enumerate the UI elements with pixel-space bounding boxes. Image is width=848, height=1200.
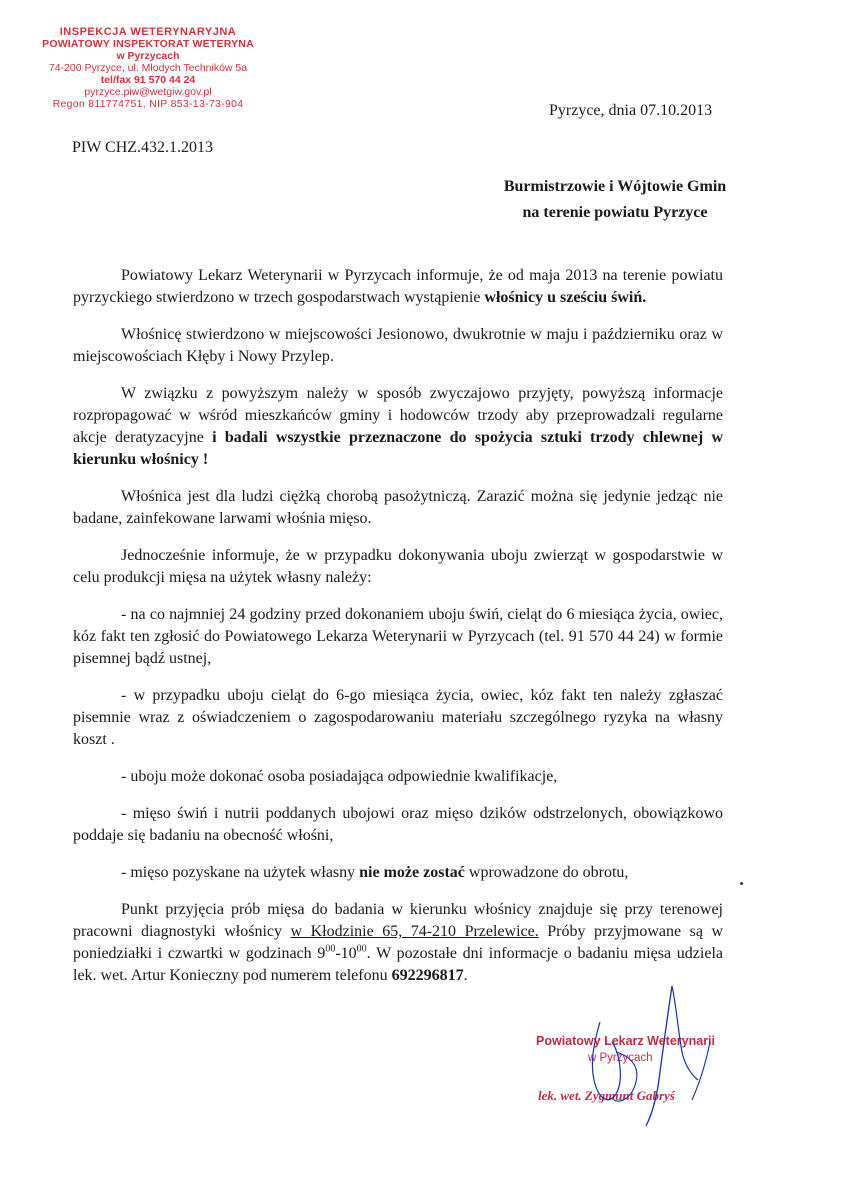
paragraph: - w przypadku uboju cieląt do 6-go miesiąca życia, owiec, kóz fakt ten należy zgłaszać pisemnie wraz z oświadczeniem o zagospodarowaniu materiału szczególnego ryzyka na własny koszt .	[73, 687, 723, 748]
stamp-line: INSPEKCJA WETERYNARYJNA	[59, 26, 237, 38]
place-date: Pyrzyce, dnia 07.10.2013	[549, 102, 713, 119]
underlined-address: w Kłodzinie 65, 74-210 Przelewice.	[290, 923, 539, 940]
paragraph: Włośnica jest dla ludzi ciężką chorobą pasożytniczą. Zarazić można się jedynie jedząc nie badane, zainfekowane larwami włośnia mięso.	[73, 488, 723, 527]
signature-location: w Pyrzycach	[588, 1052, 653, 1064]
paragraph	[73, 862, 723, 884]
text: W związku z powyższym należy w sposób zwyczajowo przyjęty, powyższą informacje rozpropagować w wśród mieszkańców gminy i hodowców trzody aby przeprowadzali regularne akcje deratyzacyjne	[73, 385, 723, 446]
recipient-line: Burmistrzowie i Wójtowie Gmin	[503, 178, 727, 195]
text: -10	[335, 945, 357, 962]
stamp-line: w Pyrzycach	[116, 50, 180, 62]
handwritten-signature	[560, 982, 730, 1132]
paragraph: - mięso świń i nutrii poddanych ubojowi oraz mięso dzików odstrzelonych, obowiązkowo poddaje się badaniu na obecność włośni,	[73, 805, 723, 844]
stamp-line: 74-200 Pyrzyce, ul. Młodych Techników 5a	[48, 62, 248, 74]
office-stamp	[32, 26, 264, 110]
paragraph	[73, 383, 723, 471]
paragraph: - na co najmniej 24 godziny przed dokonaniem uboju świń, cieląt do 6 miesiąca życia, owiec, kóz fakt ten zgłosić do Powiatowego Lekarza Weterynarii w Pyrzycach (tel. 91 570 44 24) w formie pisemnej bądź ustnej,	[73, 606, 723, 667]
text: Punkt przyjęcia prób mięsa do badania w kierunku włośnicy znajduje się przy terenowej pracowni diagnostyki włośnicy	[73, 901, 723, 940]
signature-title: Powiatowy Lekarz Weterynarii	[536, 1034, 715, 1048]
phone-number: 692296817	[391, 967, 464, 984]
superscript: 00	[325, 943, 336, 955]
text: . W pozostałe dni informacje o badaniu mięsa udziela lek. wet. Artur Konieczny pod numerem telefonu	[73, 945, 723, 984]
bold-text: włośnicy u sześciu świń.	[484, 289, 647, 306]
paragraph	[73, 899, 723, 987]
recipient-line: na terenie powiatu Pyrzyce	[522, 204, 708, 221]
stamp-line: tel/fax 91 570 44 24	[100, 74, 196, 86]
text: Powiatowy Lekarz Weterynarii w Pyrzycach informuje, że od maja 2013 na terenie powiatu pyrzyckiego stwierdzono w trzech gospodarstwach wystąpienie	[73, 267, 723, 306]
superscript: 00	[356, 943, 367, 955]
letter-body	[73, 265, 723, 1002]
text: Próby przyjmowane są w poniedziałki i czwartki w godzinach 9	[73, 923, 724, 962]
scan-speck	[740, 882, 743, 885]
bold-text: nie może zostać	[359, 864, 465, 881]
recipient-block	[465, 174, 765, 226]
reference-number: PIW CHZ.432.1.2013	[72, 139, 214, 156]
stamp-line: Regon 811774751, NIP 853-13-73-904	[52, 98, 244, 110]
paragraph: Jednocześnie informuje, że w przypadku dokonywania uboju zwierząt w gospodarstwie w celu produkcji mięsa na użytek własny należy:	[73, 547, 723, 586]
paragraph	[73, 265, 723, 309]
paragraph: Włośnicę stwierdzono w miejscowości Jesionowo, dwukrotnie w maju i październiku oraz w miejscowościach Kłęby i Nowy Przylep.	[73, 326, 723, 365]
text: .	[463, 967, 468, 984]
text: wprowadzone do obrotu,	[464, 864, 629, 881]
stamp-line: pyrzyce.piw@wetgiw.gov.pl	[84, 86, 212, 98]
text: - mięso pozyskane na użytek własny	[121, 864, 360, 881]
stamp-line: POWIATOWY INSPEKTORAT WETERYNA	[42, 38, 254, 50]
bold-text: i badali wszystkie przeznaczone do spożycia sztuki trzody chlewnej w kierunku włośnicy !	[73, 429, 724, 468]
signature-name: lek. wet. Zygmunt Gabryś	[538, 1088, 675, 1103]
paragraph: - uboju może dokonać osoba posiadająca odpowiednie kwalifikacje,	[121, 768, 558, 785]
